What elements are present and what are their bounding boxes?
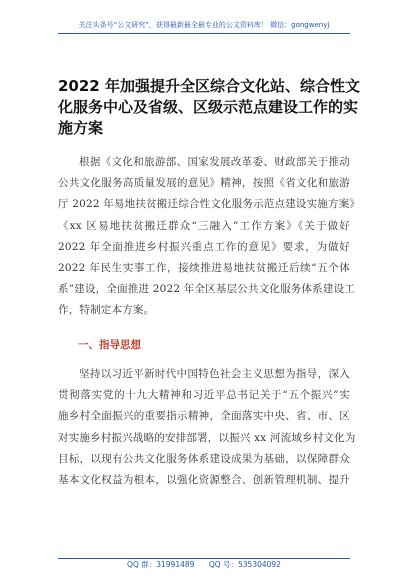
paragraph-line: 作，特制定本方案。 [58, 304, 155, 317]
paragraph-line: 2022 年民生实事工作，接续推进易地扶贫搬迁后续“五个体 [58, 262, 350, 275]
document-title [58, 76, 360, 139]
guiding-principles-paragraph [58, 364, 356, 491]
paragraph-line: 坚持以习近平新时代中国特色社会主义思想为指导，深入 [79, 368, 350, 380]
title-line: 化服务中心及省级、区级示范点建设工作的实 [58, 98, 359, 116]
title-line: 施方案 [58, 119, 104, 137]
paragraph-line: 目标，以现有公共文化服务体系建设成果为基础，以保障群众 [58, 452, 350, 465]
paragraph-line: 贯彻落实党的十九大精神和习近平总书记关于“五个振兴”实 [58, 389, 350, 402]
paragraph-line: 施乡村全面振兴的重要指示精神，全面落实中央、省、市、区 [58, 410, 350, 423]
footer-contact [58, 560, 350, 570]
header-rule [58, 33, 350, 34]
footer-rule [58, 558, 350, 559]
footer-qq-number: QQ 号：535304092 [208, 560, 281, 569]
header-banner: 关注头条号“公文研究”，获得最新最全最专业的公文资料库！ 微信：gongwenyj [78, 21, 330, 29]
paragraph-line: 系”建设，全面推进 2022 年全区基层公共文化服务体系建设工 [58, 283, 355, 296]
paragraph-line: 厅 2022 年易地扶贫搬迁综合性文化服务示范点建设实施方案》 [58, 198, 361, 211]
paragraph-line: 对实施乡村振兴战略的安排部署，以振兴 xx 河流域乡村文化为 [58, 431, 356, 444]
intro-paragraph [58, 152, 361, 322]
paragraph-line: 《xx 区易地扶贫搬迁群众“三融入”工作方案》《关于做好 [58, 219, 350, 232]
title-line: 2022 年加强提升全区综合文化站、综合性文 [58, 77, 360, 95]
paragraph-line: 根据《文化和旅游部、国家发展改革委、财政部关于推动 [79, 156, 350, 168]
paragraph-line: 公共文化服务高质量发展的意见》精神，按照《省文化和旅游 [58, 177, 350, 190]
paragraph-line: 2022 年全面推进乡村振兴重点工作的意见》要求，为做好 [58, 240, 350, 253]
footer-qq-group: QQ 群：31991489 [127, 560, 195, 569]
section-heading: 一、指导思想 [78, 339, 141, 351]
paragraph-line: 基本文化权益为根本，以强化资源整合、创新管理机制、提升 [58, 474, 350, 487]
